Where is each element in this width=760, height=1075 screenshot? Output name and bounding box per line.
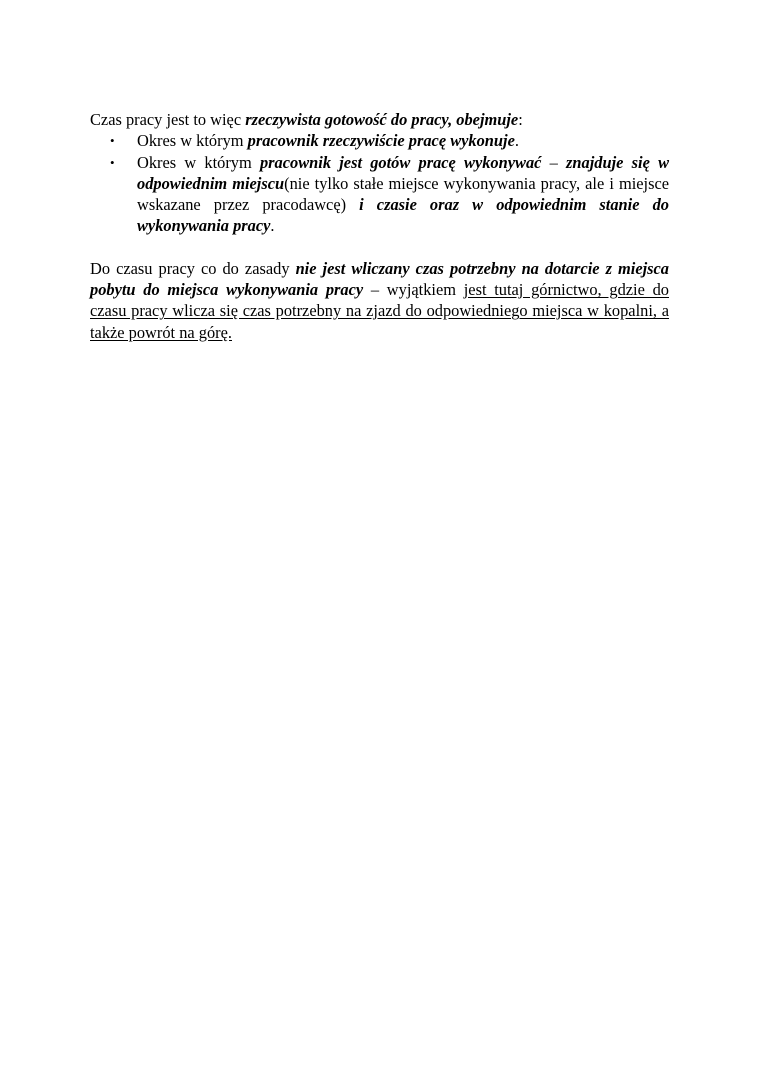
bullet-item-1 [110, 130, 669, 151]
bullet-2-dash: – [541, 152, 567, 172]
bullet-2-parenthetical: (nie tylko stałe miejsce wykonywania pracy, ale i miejsce wskazane przez pracodawcę) [137, 173, 669, 215]
intro-suffix: : [518, 110, 523, 129]
paragraph-spacer [90, 237, 669, 258]
p2-emphasis: nie jest wliczany czas potrzebny na dotarcie z miejsca pobytu do miejsca wykonywania pracy [90, 258, 669, 300]
bullet-2-emphasis-3: i czasie oraz w odpowiednim stanie do wykonywania pracy [137, 195, 669, 236]
bullet-1-text: Okres w którym [137, 131, 248, 151]
bullet-2-emphasis-1: pracownik jest gotów pracę wykonywać [259, 152, 542, 172]
bullet-2-emphasis-2: znajduje się w odpowiednim miejscu [137, 152, 669, 193]
bullet-1-end: . [514, 131, 519, 151]
document-body [90, 109, 669, 343]
intro-paragraph [90, 109, 669, 130]
p2-underlined: jest tutaj górnictwo, gdzie do czasu pracy wlicza się czas potrzebny na zjazd do odpowiedniego miejsca w kopalni, a także powrót na górę. [90, 280, 669, 342]
bullet-2-end: . [270, 216, 275, 236]
intro-emphasis: rzeczywista gotowość do pracy, obejmuje [245, 110, 519, 129]
bullet-2-text: Okres w którym [137, 152, 260, 172]
intro-prefix: Czas pracy jest to więc [90, 110, 246, 129]
p2-prefix: Do czasu pracy co do zasady [90, 258, 296, 278]
bullet-list [90, 130, 669, 236]
p2-middle: – wyjątkiem [363, 280, 464, 300]
second-paragraph [90, 258, 669, 343]
bullet-icon: • [110, 154, 115, 170]
bullet-item-2 [110, 152, 669, 237]
bullet-1-emphasis: pracownik rzeczywiście pracę wykonuje [247, 131, 515, 151]
bullet-icon: • [110, 133, 115, 149]
